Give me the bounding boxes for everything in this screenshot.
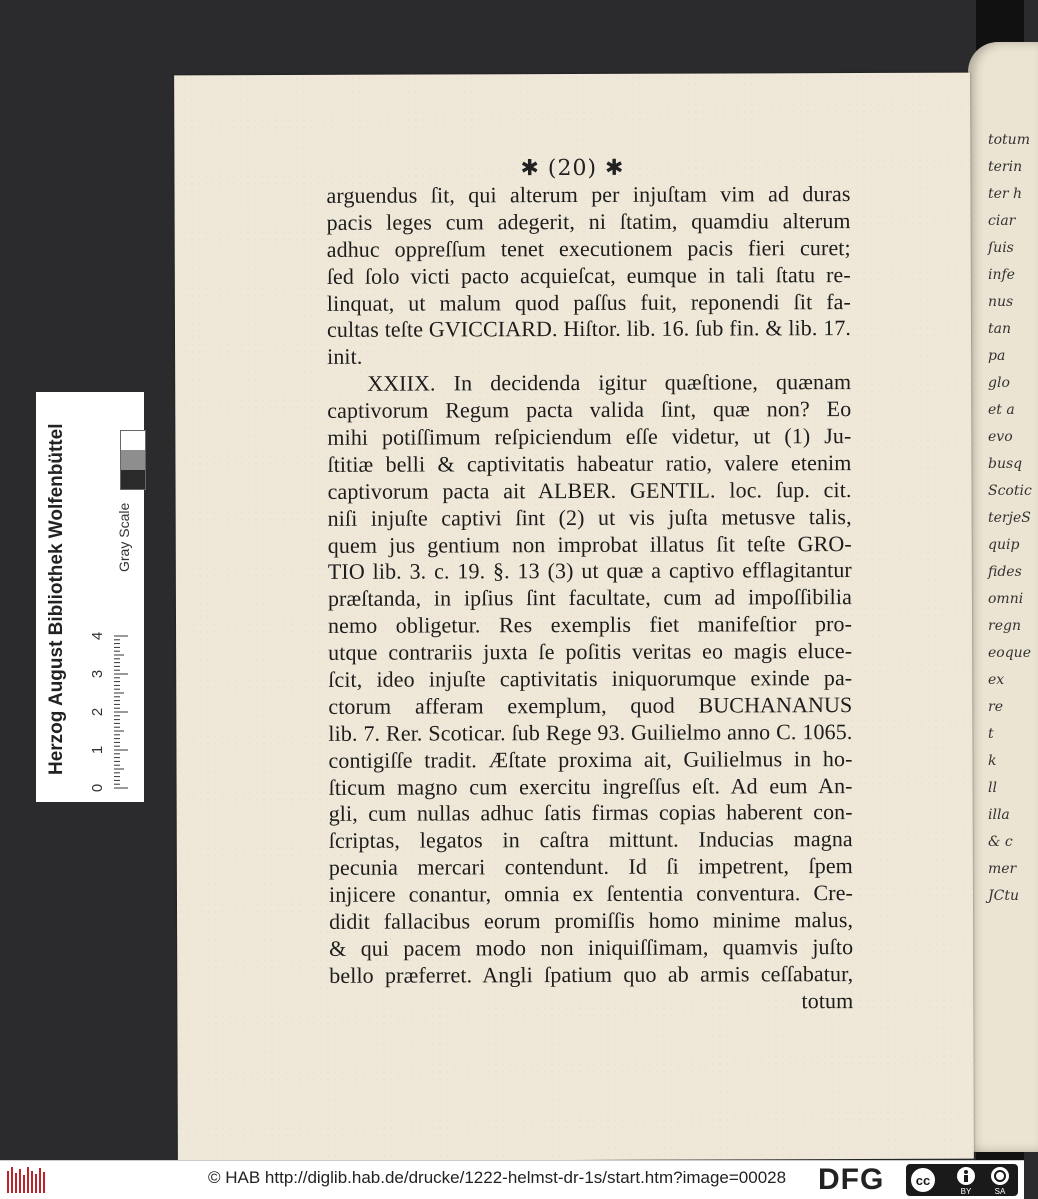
text-line: utque contrariis juxta ſe poſitis veritas eo magis eluce- bbox=[328, 638, 853, 665]
measurement-ruler bbox=[88, 588, 142, 796]
facing-page-fragment: illa bbox=[988, 807, 1010, 823]
text-line: captivorum Regum pacta valida ſint, quæ non? Eo bbox=[327, 396, 852, 423]
facing-page-fragment: ll bbox=[988, 780, 997, 796]
page-number-header: ✱ (20) ✱ bbox=[520, 155, 625, 182]
ruler-number: 0 bbox=[89, 783, 106, 793]
by-icon bbox=[957, 1167, 975, 1185]
facing-page-fragment: mer bbox=[988, 861, 1017, 877]
facing-page-fragment: & c bbox=[988, 834, 1013, 850]
facing-page-fragment: ciar bbox=[988, 213, 1016, 229]
text-line: ſticum magno cum exercitu ingreſſus eſt. Ad eum An- bbox=[328, 772, 853, 800]
text-line: ctorum afferam exemplum, quod BUCHANANUS bbox=[328, 691, 853, 719]
facing-page-fragment: et a bbox=[988, 402, 1015, 418]
text-line: cultas teſte GVICCIARD. Hiſtor. lib. 16. ſub fin. & lib. 17. bbox=[326, 315, 852, 343]
facing-page-fragment: re bbox=[988, 699, 1003, 715]
text-line: TIO lib. 3. c. 19. §. 13 (3) ut quæ a captivo efflagitantur bbox=[327, 557, 852, 585]
cc-icon bbox=[910, 1167, 936, 1193]
facing-page-fragment: nus bbox=[988, 294, 1014, 310]
ruler-number: 3 bbox=[89, 669, 106, 679]
color-calibration-target bbox=[36, 392, 144, 802]
facing-page-fragment: ſuis bbox=[988, 240, 1014, 256]
facing-page-fragment: t bbox=[988, 726, 994, 742]
gray-scale-label: Gray Scale bbox=[116, 502, 132, 572]
svg-text:cc: cc bbox=[915, 1173, 931, 1188]
by-label: BY bbox=[960, 1187, 972, 1196]
gray-swatch bbox=[120, 430, 146, 490]
facing-page-fragment: JCtu bbox=[988, 888, 1019, 904]
scanned-page bbox=[174, 73, 974, 1162]
facing-page-fragment: evo bbox=[988, 429, 1013, 445]
text-line: adhuc oppreſſum tenet executionem pacis fieri curet; bbox=[326, 234, 851, 262]
text-line: pecunia mercari contendunt. Id ſi impetrent, ſpem bbox=[328, 853, 853, 881]
text-line: bello præferret. Angli ſpatium quo ab armis ceſſabatur, bbox=[329, 960, 854, 988]
copyright-url[interactable]: © HAB http://diglib.hab.de/drucke/1222-helmst-dr-1s/start.htm?image=00028 bbox=[208, 1168, 787, 1187]
facing-page-fragment: ex bbox=[988, 672, 1005, 688]
facing-page bbox=[968, 42, 1038, 1152]
text-line: injicere conantur, omnia ex ſententia conventura. Cre- bbox=[328, 880, 854, 908]
facing-page-fragment: regn bbox=[988, 618, 1021, 634]
text-line: quem jus gentium non improbat illatus ſit teſte GRO- bbox=[327, 530, 852, 558]
facing-page-fragment: totum bbox=[988, 132, 1030, 148]
facing-page-fragment: fides bbox=[988, 564, 1022, 580]
text-line: arguendus ſit, qui alterum per injuſtam vim ad duras bbox=[326, 181, 851, 208]
hab-logo-icon bbox=[6, 1165, 48, 1195]
text-line: pacis leges cum adegerit, ni ſtatim, quamdiu alterum bbox=[326, 207, 851, 235]
footer-bar bbox=[0, 1160, 1024, 1199]
ruler-number: 1 bbox=[89, 745, 106, 755]
facing-page-fragment: glo bbox=[988, 375, 1010, 391]
facing-page-fragment: infe bbox=[988, 267, 1015, 283]
text-line: ſtitiæ belli & captivitatis habeatur ratio, valere etenim bbox=[327, 449, 852, 477]
facing-page-fragment: ter h bbox=[988, 186, 1023, 202]
gray-swatch-cell bbox=[121, 470, 145, 489]
ruler-number: 2 bbox=[89, 707, 106, 717]
text-line: præſtanda, in ipſius ſint facultate, cum ad impoſſibilia bbox=[327, 584, 852, 612]
text-line: didit fallacibus eorum promiſſis homo minime malus, bbox=[329, 907, 854, 934]
institution-label: Herzog August Bibliothek Wolfenbüttel bbox=[46, 423, 67, 775]
text-line: ſed ſolo victi pacto acquieſcat, eumque in tali ſtatu re- bbox=[326, 261, 851, 289]
ruler-number: 4 bbox=[89, 631, 106, 641]
page-text bbox=[326, 181, 853, 1016]
facing-page-fragment: omni bbox=[988, 591, 1024, 607]
text-line: ſcit, ideo injuſte captivitatis iniquorumque exinde pa- bbox=[328, 665, 853, 692]
text-line: gli, cum nullas adhuc ſatis firmas copias haberent con- bbox=[328, 799, 853, 827]
text-line: XXIIX. In decidenda igitur quæſtione, quænam bbox=[367, 369, 852, 396]
text-line: init. bbox=[327, 344, 363, 370]
facing-page-fragment: k bbox=[988, 753, 997, 769]
text-line: totum bbox=[801, 987, 854, 1013]
license-badge[interactable] bbox=[906, 1164, 1018, 1196]
facing-page-fragment: terjeS bbox=[988, 510, 1031, 526]
text-line: lib. 7. Rer. Scoticar. ſub Rege 93. Guilielmo anno C. 1065. bbox=[328, 718, 853, 746]
gray-swatch-cell bbox=[121, 431, 145, 450]
text-line: ſcriptas, legatos in caſtra mittunt. Inducias magna bbox=[328, 826, 853, 854]
facing-page-fragment: quip bbox=[988, 537, 1020, 553]
text-line: & qui pacem modo non iniquiſſimam, quamvis juſto bbox=[329, 933, 854, 961]
facing-page-fragment: tan bbox=[988, 321, 1011, 337]
text-line: niſi injuſte captivi ſint (2) ut vis juſta metusve talis, bbox=[327, 503, 852, 531]
facing-page-fragment: Scotic bbox=[988, 483, 1032, 499]
facing-page-fragment: terin bbox=[988, 159, 1023, 175]
sa-icon bbox=[991, 1167, 1009, 1185]
text-line: linquat, ut malum quod paſſus fuit, reponendi ſit fa- bbox=[326, 288, 851, 316]
sa-label: SA bbox=[994, 1187, 1006, 1196]
facing-page-fragment: eoque bbox=[988, 645, 1031, 661]
dfg-logo: DFG bbox=[818, 1163, 885, 1196]
text-line: captivorum pacta ait ALBER. GENTIL. loc. ſup. cit. bbox=[327, 476, 852, 504]
text-line: mihi potiſſimum reſpiciendum eſſe videtur, ut (1) Ju- bbox=[327, 423, 852, 450]
text-line: nemo obligetur. Res exemplis fiet manifeſtior pro- bbox=[327, 611, 853, 639]
facing-page-fragment: busq bbox=[988, 456, 1023, 472]
gray-swatch-cell bbox=[121, 450, 145, 469]
facing-page-fragment: pa bbox=[988, 348, 1006, 364]
text-line: contigiſſe tradit. Æſtate proxima ait, Guilielmus in ho- bbox=[328, 745, 853, 773]
